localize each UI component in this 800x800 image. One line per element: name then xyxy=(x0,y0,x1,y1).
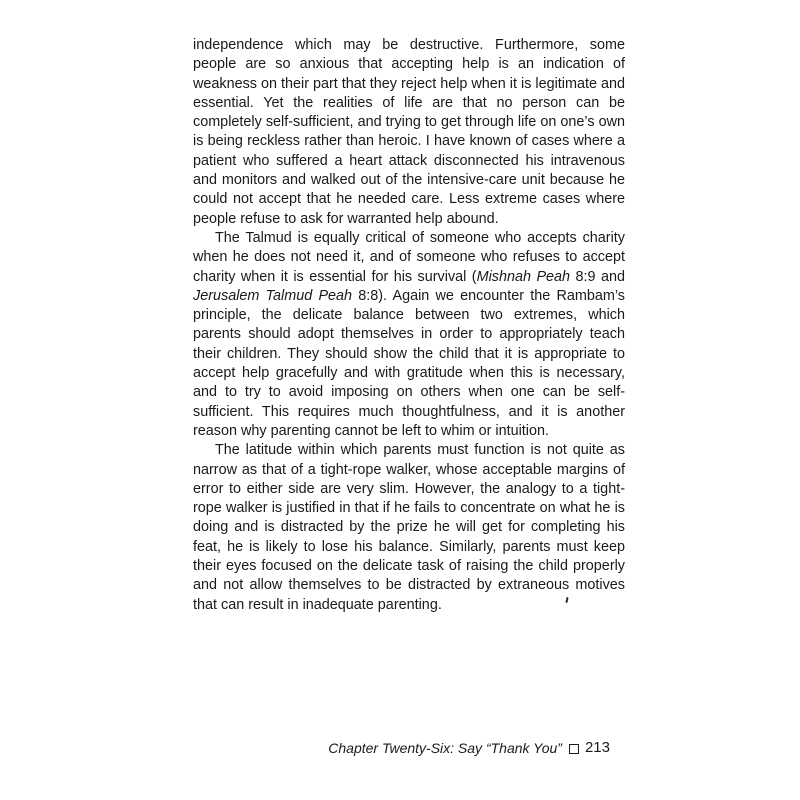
running-head: Chapter Twenty-Six: Say “Thank You” xyxy=(328,740,562,756)
paragraph-2-text-a: The Talmud is equally critical of someone who accepts charity when he does not need it, and of someone who refuses to accept charity when it is essential for his survival ( xyxy=(193,229,625,285)
page-number: 213 xyxy=(584,739,610,756)
paragraph-2-text-c: 8:8). Again we encounter the Rambam’s principle, the delicate balance between two extremes, which parents should adopt themselves in order to appropriately teach their children. They should show the child that it is appropriate to accept help gracefully and with gratitude when this is necessary, and to try to avoid imposing on others when one can be self-sufficient. This requires much thoughtfulness, and it is another reason why parenting cannot be left to whim or intuition. xyxy=(193,287,625,439)
paragraph-2-text-b: 8:9 and xyxy=(570,268,625,285)
citation-mishnah-peah: Mishnah Peah xyxy=(476,268,571,285)
paragraph-3-text: The latitude within which parents must function is not quite as narrow as that of a tight-rope walker, whose acceptable margins of error to either side are very slim. However, the analogy to a tightrope walker is justified in that if he fails to concentrate on what he is doing and is distracted by the prize he will get for completing his feat, he is likely to lose his balance. Similarly, parents must keep their eyes focused on the delicate task of raising the child properly and not allow themselves to be distracted by extraneous motives that can result in inadequate parenting. xyxy=(193,442,625,613)
body-text xyxy=(193,36,625,615)
box-icon xyxy=(569,744,579,754)
page-footer xyxy=(328,739,610,757)
paragraph-1-text: independence which may be destructive. Furthermore, some people are so anxious that accepting help is an indication of weakness on their part that they reject help when it is legitimate and essential. Yet the realities of life are that no person can be completely self-sufficient, and trying to get through life on one’s own is being reckless rather than heroic. I have known of cases where a patient who suffered a heart attack disconnected his intravenous and monitors and walked out of the intensive-care unit because he could not accept that he needed care. Less extreme cases where people refuse to ask for warranted help abound. xyxy=(193,37,625,227)
paragraph-3 xyxy=(193,441,625,615)
citation-jerusalem-talmud-peah: Jerusalem Talmud Peah xyxy=(193,287,353,304)
paragraph-1 xyxy=(193,36,625,229)
paragraph-2 xyxy=(193,229,625,441)
